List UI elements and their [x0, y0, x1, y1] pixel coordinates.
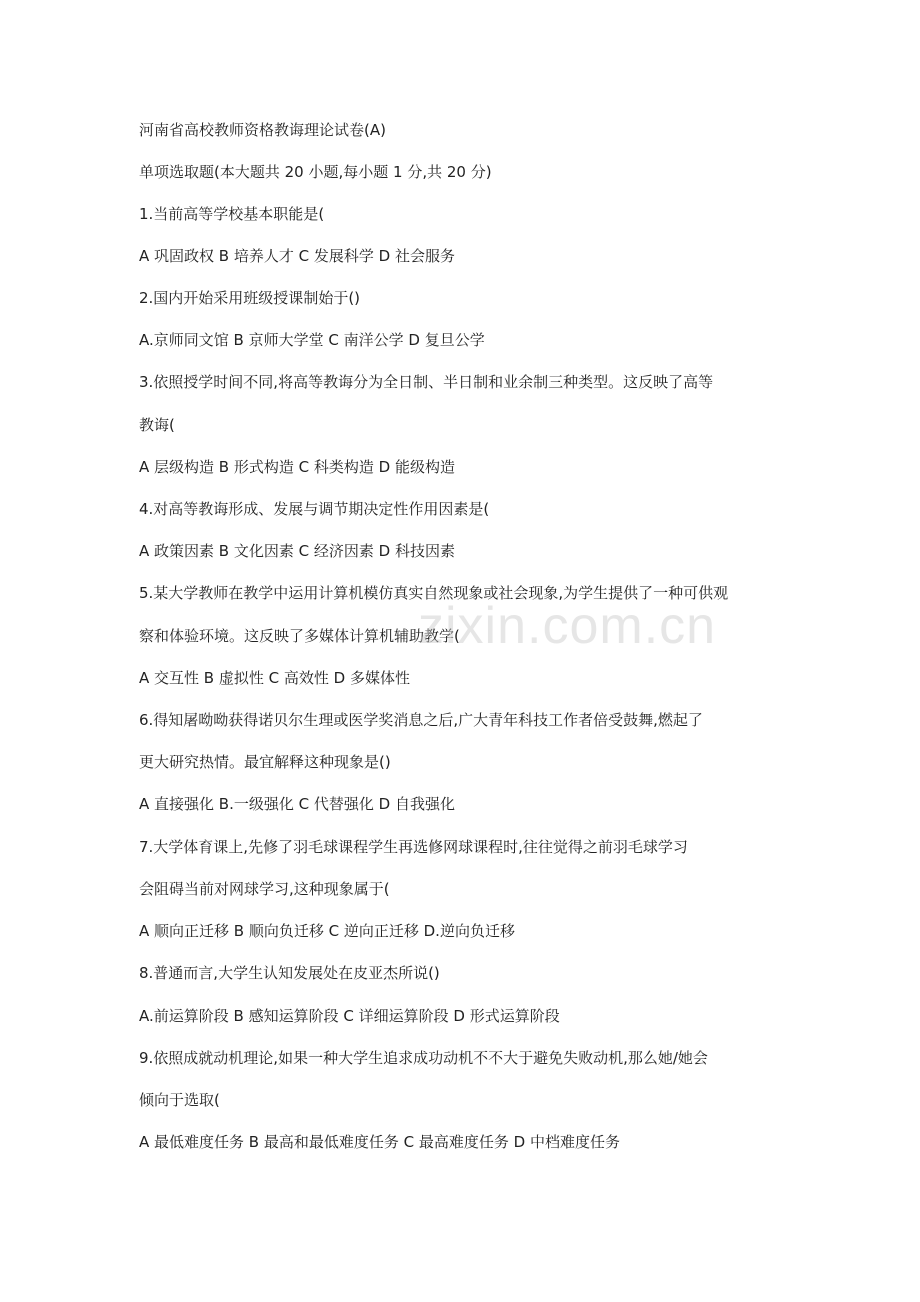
- question-1: 1.当前高等学校基本职能是(: [139, 205, 325, 223]
- question-3-continued: 教诲(: [139, 416, 175, 434]
- question-5-options: A 交互性 B 虚拟性 C 高效性 D 多媒体性: [139, 669, 410, 687]
- document-title: 河南省高校教师资格教诲理论试卷(A): [139, 121, 386, 139]
- question-1-options: A 巩固政权 B 培养人才 C 发展科学 D 社会服务: [139, 247, 455, 265]
- question-7: 7.大学体育课上,先修了羽毛球课程学生再选修网球课程时,往往觉得之前羽毛球学习: [139, 838, 688, 856]
- question-2-options: A.京师同文馆 B 京师大学堂 C 南洋公学 D 复旦公学: [139, 331, 485, 349]
- question-4: 4.对高等教诲形成、发展与调节期决定性作用因素是(: [139, 500, 490, 518]
- question-6-continued: 更大研究热情。最宜解释这种现象是(): [139, 753, 391, 771]
- question-7-options: A 顺向正迁移 B 顺向负迁移 C 逆向正迁移 D.逆向负迁移: [139, 922, 515, 940]
- question-8: 8.普通而言,大学生认知发展处在皮亚杰所说(): [139, 964, 440, 982]
- question-7-continued: 会阻碍当前对网球学习,这种现象属于(: [139, 880, 390, 898]
- question-2: 2.国内开始采用班级授课制始于(): [139, 289, 361, 307]
- question-3: 3.依照授学时间不同,将高等教诲分为全日制、半日制和业余制三种类型。这反映了高等: [139, 373, 714, 391]
- question-6-options: A 直接强化 B.一级强化 C 代替强化 D 自我强化: [139, 795, 455, 813]
- question-5-continued: 察和体验环境。这反映了多媒体计算机辅助教学(: [139, 627, 460, 645]
- question-4-options: A 政策因素 B 文化因素 C 经济因素 D 科技因素: [139, 542, 455, 560]
- question-8-options: A.前运算阶段 B 感知运算阶段 C 详细运算阶段 D 形式运算阶段: [139, 1007, 560, 1025]
- watermark: zixin.com.cn: [418, 597, 717, 655]
- section-heading: 单项选取题(本大题共 20 小题,每小题 1 分,共 20 分): [139, 163, 492, 181]
- question-5: 5.某大学教师在教学中运用计算机模仿真实自然现象或社会现象,为学生提供了一种可供观: [139, 584, 729, 602]
- question-9-options: A 最低难度任务 B 最高和最低难度任务 C 最高难度任务 D 中档难度任务: [139, 1133, 620, 1151]
- question-9: 9.依照成就动机理论,如果一种大学生追求成功动机不不大于避免失败动机,那么她/她会: [139, 1049, 708, 1067]
- question-3-options: A 层级构造 B 形式构造 C 科类构造 D 能级构造: [139, 458, 455, 476]
- question-6: 6.得知屠呦呦获得诺贝尔生理或医学奖消息之后,广大青年科技工作者倍受鼓舞,燃起了: [139, 711, 703, 729]
- question-9-continued: 倾向于选取(: [139, 1091, 220, 1109]
